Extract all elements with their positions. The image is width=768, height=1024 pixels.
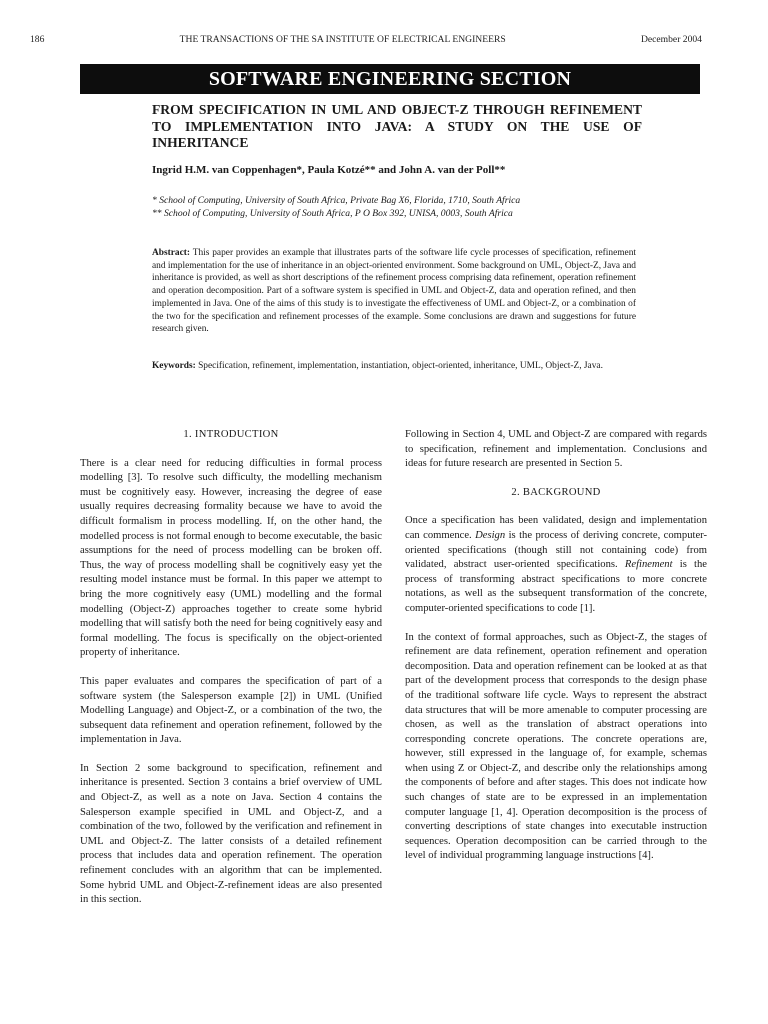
section-banner: SOFTWARE ENGINEERING SECTION — [80, 64, 700, 94]
keywords — [152, 360, 636, 373]
bg-p1-text-b: is the process of deriving concrete, computer-oriented specifications (though still not containing code) from validated, abstract user-oriented specifications. — [405, 529, 707, 571]
bg-p1-text-a: Once a specification has been validated, design and implementation can commence. — [405, 515, 707, 541]
page-number: 186 — [30, 34, 45, 45]
intro-paragraph-3: In Section 2 some background to specification, refinement and inheritance is presented. Section 3 contains a brief overview of UML and Object-Z, as well as a note on Java. Section 4 contains the Salesperson example specified in UML and Object-Z, and a combination of the two, followed by the verification and refinement in UML and Object-Z. The latter consists of a detailed refinement process that includes data and operation refinement. The operation refinement concludes with an algorithm that can be implemented. Some hybrid UML and Object-Z-refinement ideas are also presented in this section. — [80, 762, 382, 906]
affiliations — [152, 194, 672, 220]
background-paragraph-1 — [405, 514, 707, 616]
term-design: Design — [475, 529, 506, 541]
keywords-label: Keywords: — [152, 361, 196, 371]
background-heading: 2. BACKGROUND — [511, 486, 601, 498]
term-refinement: Refinement — [624, 559, 673, 571]
right-column — [405, 428, 707, 878]
bg-p1-text-c: is the process of transforming abstract specifications to more concrete notations, as well as the subsequent transformation of the concrete, computer-oriented specifications to code [1]. — [405, 559, 708, 614]
abstract — [152, 247, 636, 336]
intro-paragraph-1: There is a clear need for reducing difficulties in formal process modelling [3]. To resolve such difficulty, the modelling mechanism must be cognitively easy. However, increasing the degree of ease usually requires decreasing formality because we have to avoid the difficult formalism in process modelling. If, on the other hand, the modelled process is not formal enough to become executable, the basic assumptions for the need of process modelling can be broken off. Thus, the way of process modelling shall be cognitively easy yet the resulting model instance must be formal. In this paper we attempt to bring the more cognitively easy (UML) modelling and the formal modelling (Object-Z) approaches together to create some hybrid modelling that will satisfy both the need for being cognitively easy and formal modelling. The focus is specifically on the object-oriented property of inheritance. — [80, 457, 382, 659]
background-paragraph-2: In the context of formal approaches, such as Object-Z, the stages of refinement are data refinement, operation refinement and operation decomposition. Data and operation refinement can be looked at as that part of the development process that corresponds to the design phase of the traditional software life cycle. Ways to represent the abstract data structures that will be more amenable to computer processing are chosen, as well as the translation of abstract operations into corresponding concrete operations. The concrete operations are, however, still expressed in the language of, for example, schemas when using Z or Object-Z, and describe only the relationships among the components of before and after stages. This does not indicate how such changes of state are to be expressed in an implementation computer language [1, 4]. Operation decomposition is the process of converting descriptions of state changes into executable instruction sequences. Operation decomposition can be carried through to the level of individual programming language instructions [4]. — [405, 631, 707, 862]
abstract-text: This paper provides an example that illustrates parts of the software life cycle processes of specification, refinement and implementation for the use of inheritance in an object-oriented environment. Some background on UML, Object-Z, Java and inheritance is provided, as well as short descriptions of the refinement process comprising data refinement, operation refinement and operation decomposition. Part of a software system is specified in UML and Object-Z, data and operation refined, and then implemented in Java. One of the aims of this study is to investigate the effectiveness of UML and Object-Z, or a combination of the two for the specification and refinement processes of the example. Some conclusions are drawn and suggestions for future research given. — [152, 248, 636, 335]
abstract-label: Abstract: — [152, 248, 191, 258]
affiliation-2: ** School of Computing, University of South Africa, P O Box 392, UNISA, 0003, South Africa — [152, 208, 513, 219]
affiliation-1: * School of Computing, University of South Africa, Private Bag X6, Florida, 1710, South Africa — [152, 195, 521, 206]
left-column — [80, 428, 382, 922]
introduction-heading: 1. INTRODUCTION — [183, 429, 279, 440]
intro-continuation: Following in Section 4, UML and Object-Z are compared with regards to specification, refinement and implementation. Conclusions and ideas for future research are presented in Section 5. — [405, 429, 707, 470]
author-list: Ingrid H.M. van Coppenhagen*, Paula Kotzé** and John A. van der Poll** — [152, 164, 506, 176]
keywords-text: Specification, refinement, implementation, instantiation, object-oriented, inheritance, UML, Object-Z, Java. — [198, 361, 603, 371]
intro-paragraph-2: This paper evaluates and compares the specification of part of a software system (the Salesperson example [2]) in UML (Unified Modelling Language) and Object-Z, or a combination of the two, the subsequent data refinement and operation refinement, followed by the implementation in Java. — [80, 675, 382, 746]
issue-date: December 2004 — [640, 34, 702, 45]
journal-name: THE TRANSACTIONS OF THE SA INSTITUTE OF ELECTRICAL ENGINEERS — [179, 34, 506, 45]
paper-title: FROM SPECIFICATION IN UML AND OBJECT-Z THROUGH REFINEMENT TO IMPLEMENTATION INTO JAVA: A STUDY ON THE USE OF INHERITANCE — [152, 102, 642, 150]
running-header — [30, 34, 702, 45]
